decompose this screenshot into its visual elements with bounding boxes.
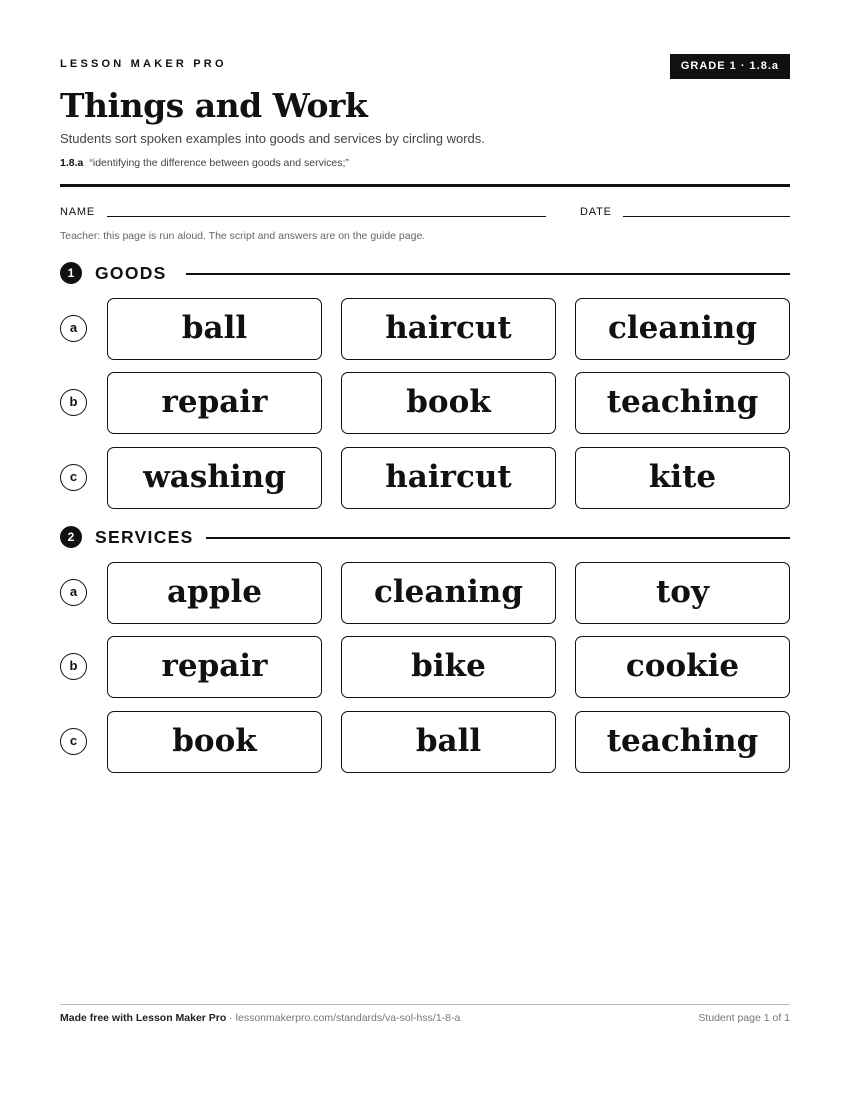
row-letter: c [60, 728, 87, 755]
footer-divider [60, 1004, 790, 1005]
services-row-a [60, 562, 790, 624]
name-label: NAME [60, 206, 95, 218]
word-choice[interactable]: repair [107, 636, 322, 698]
footer-credit [60, 1012, 460, 1024]
word-choice[interactable]: repair [107, 372, 322, 434]
word-choice[interactable]: toy [575, 562, 790, 624]
services-row-b [60, 636, 790, 698]
word-choice[interactable]: cookie [575, 636, 790, 698]
word-choice[interactable]: ball [107, 298, 322, 360]
brand-name: LESSON MAKER PRO [60, 58, 227, 70]
footer-separator: · [226, 1012, 236, 1024]
section-title: SERVICES [95, 527, 194, 547]
word-choice[interactable]: cleaning [575, 298, 790, 360]
word-choice[interactable]: teaching [575, 711, 790, 773]
worksheet-page [60, 0, 790, 1100]
section-services-header [60, 525, 790, 549]
word-choice[interactable]: washing [107, 447, 322, 509]
word-choice[interactable]: cleaning [341, 562, 556, 624]
word-choice[interactable]: book [107, 711, 322, 773]
goods-row-b [60, 372, 790, 434]
word-choice[interactable]: apple [107, 562, 322, 624]
word-choice[interactable]: bike [341, 636, 556, 698]
word-choice[interactable]: kite [575, 447, 790, 509]
word-choice[interactable]: haircut [341, 447, 556, 509]
page-title: Things and Work [60, 86, 368, 125]
name-field[interactable] [107, 216, 546, 217]
goods-row-c [60, 447, 790, 509]
word-choice[interactable]: teaching [575, 372, 790, 434]
row-letter: b [60, 389, 87, 416]
footer-url[interactable]: lessonmakerpro.com/standards/va-sol-hss/1-8-a [235, 1012, 461, 1024]
page-subtitle: Students sort spoken examples into goods and services by circling words. [60, 131, 485, 146]
services-row-c [60, 711, 790, 773]
section-goods-header [60, 261, 790, 285]
section-number: 1 [60, 262, 82, 284]
row-letter: a [60, 315, 87, 342]
standard-text: “identifying the difference between goods and services;” [89, 157, 349, 169]
section-number: 2 [60, 526, 82, 548]
row-letter: b [60, 653, 87, 680]
date-label: DATE [580, 206, 612, 218]
word-choice[interactable]: ball [341, 711, 556, 773]
section-divider [206, 537, 790, 539]
standard-reference [60, 157, 349, 169]
section-divider [186, 273, 790, 275]
teacher-note: Teacher: this page is run aloud. The script and answers are on the guide page. [60, 230, 426, 242]
row-letter: c [60, 464, 87, 491]
grade-badge: GRADE 1 · 1.8.a [670, 54, 790, 79]
date-field[interactable] [623, 216, 790, 217]
row-letter: a [60, 579, 87, 606]
section-title: GOODS [95, 263, 167, 283]
word-choice[interactable]: haircut [341, 298, 556, 360]
goods-row-a [60, 298, 790, 360]
footer-page-label: Student page 1 of 1 [698, 1012, 790, 1024]
word-choice[interactable]: book [341, 372, 556, 434]
header-divider [60, 184, 790, 187]
standard-code: 1.8.a [60, 157, 84, 169]
footer-made-with: Made free with Lesson Maker Pro [60, 1012, 227, 1024]
